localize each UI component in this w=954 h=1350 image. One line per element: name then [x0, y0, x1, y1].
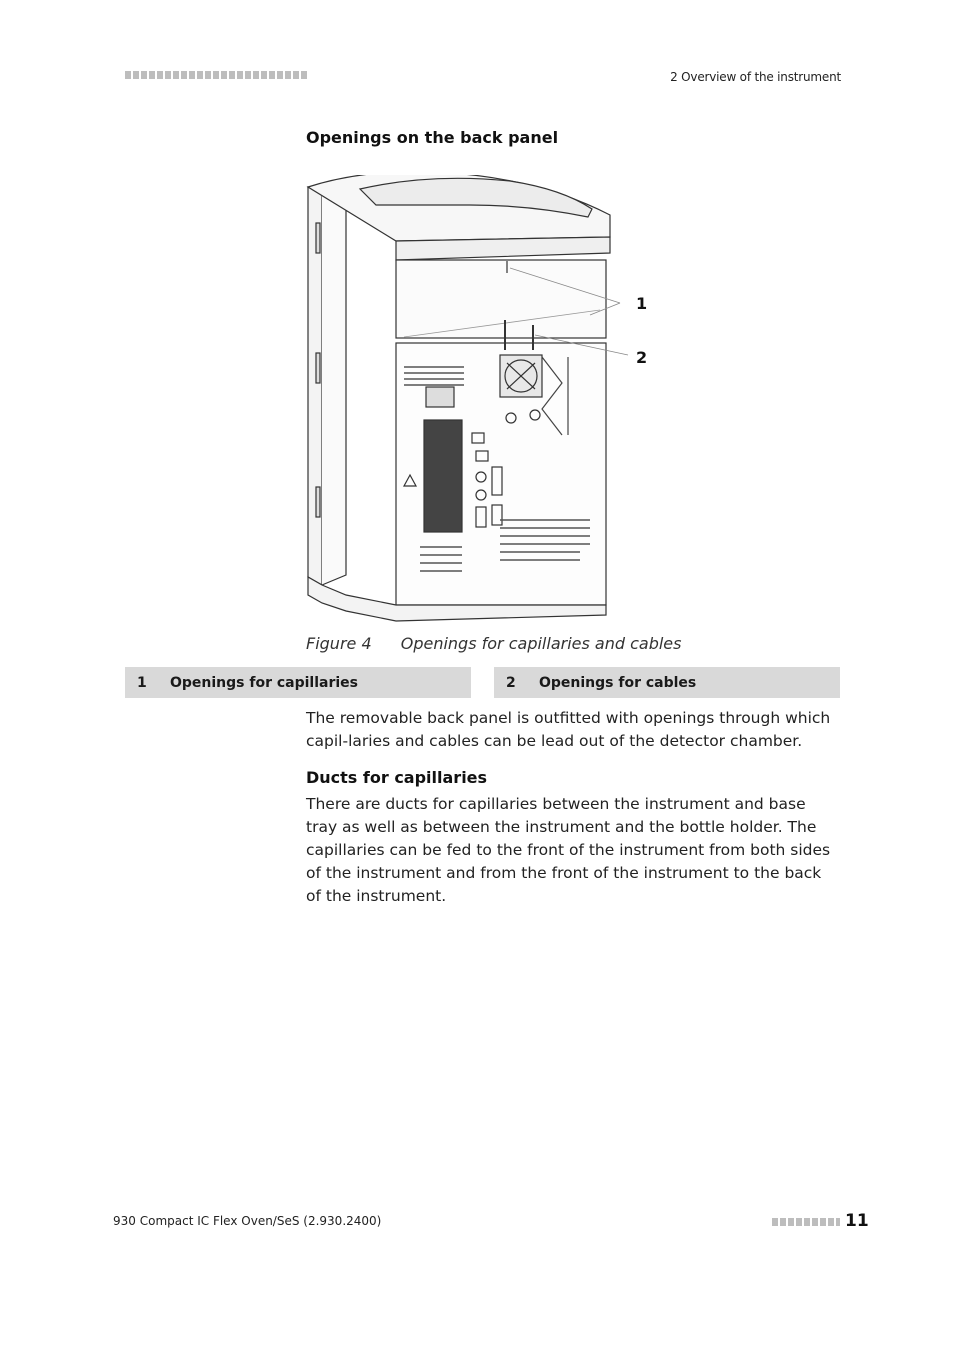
page-number: 11 [845, 1211, 869, 1231]
legend-label: Openings for cables [539, 674, 697, 691]
instrument-back-figure [300, 175, 655, 625]
paragraph-back-panel: The removable back panel is outfitted with openings through which capil-laries and cables can be lead out of the detector chamber. [306, 709, 831, 750]
legend-item-2 [494, 667, 840, 698]
legend-item-1 [125, 667, 471, 698]
subsection-title: Ducts for capillaries [306, 768, 488, 787]
figure-caption-text: Openings for capillaries and cables [400, 634, 682, 653]
legend-label: Openings for capillaries [170, 674, 359, 691]
running-header: 2 Overview of the instrument [670, 70, 841, 84]
figure-number: Figure 4 [306, 634, 372, 653]
paragraph-ducts: There are ducts for capillaries between the instrument and base tray as well as between the instrument and the bottle holder. The capillaries can be fed to the front of the instrument from both sides of the instrument and from the front of the instrument to the back of the instrument. [306, 795, 831, 905]
legend-number: 2 [506, 674, 516, 691]
callout-1: 1 [636, 294, 648, 313]
footer-product: 930 Compact IC Flex Oven/SeS (2.930.2400) [113, 1214, 382, 1228]
section-title: Openings on the back panel [306, 128, 559, 147]
footer-decoration [772, 1218, 840, 1226]
callout-2: 2 [636, 348, 648, 367]
instrument-drawing [300, 175, 655, 625]
figure-caption [306, 634, 681, 653]
legend-number: 1 [137, 674, 147, 691]
header-decoration [125, 71, 307, 79]
